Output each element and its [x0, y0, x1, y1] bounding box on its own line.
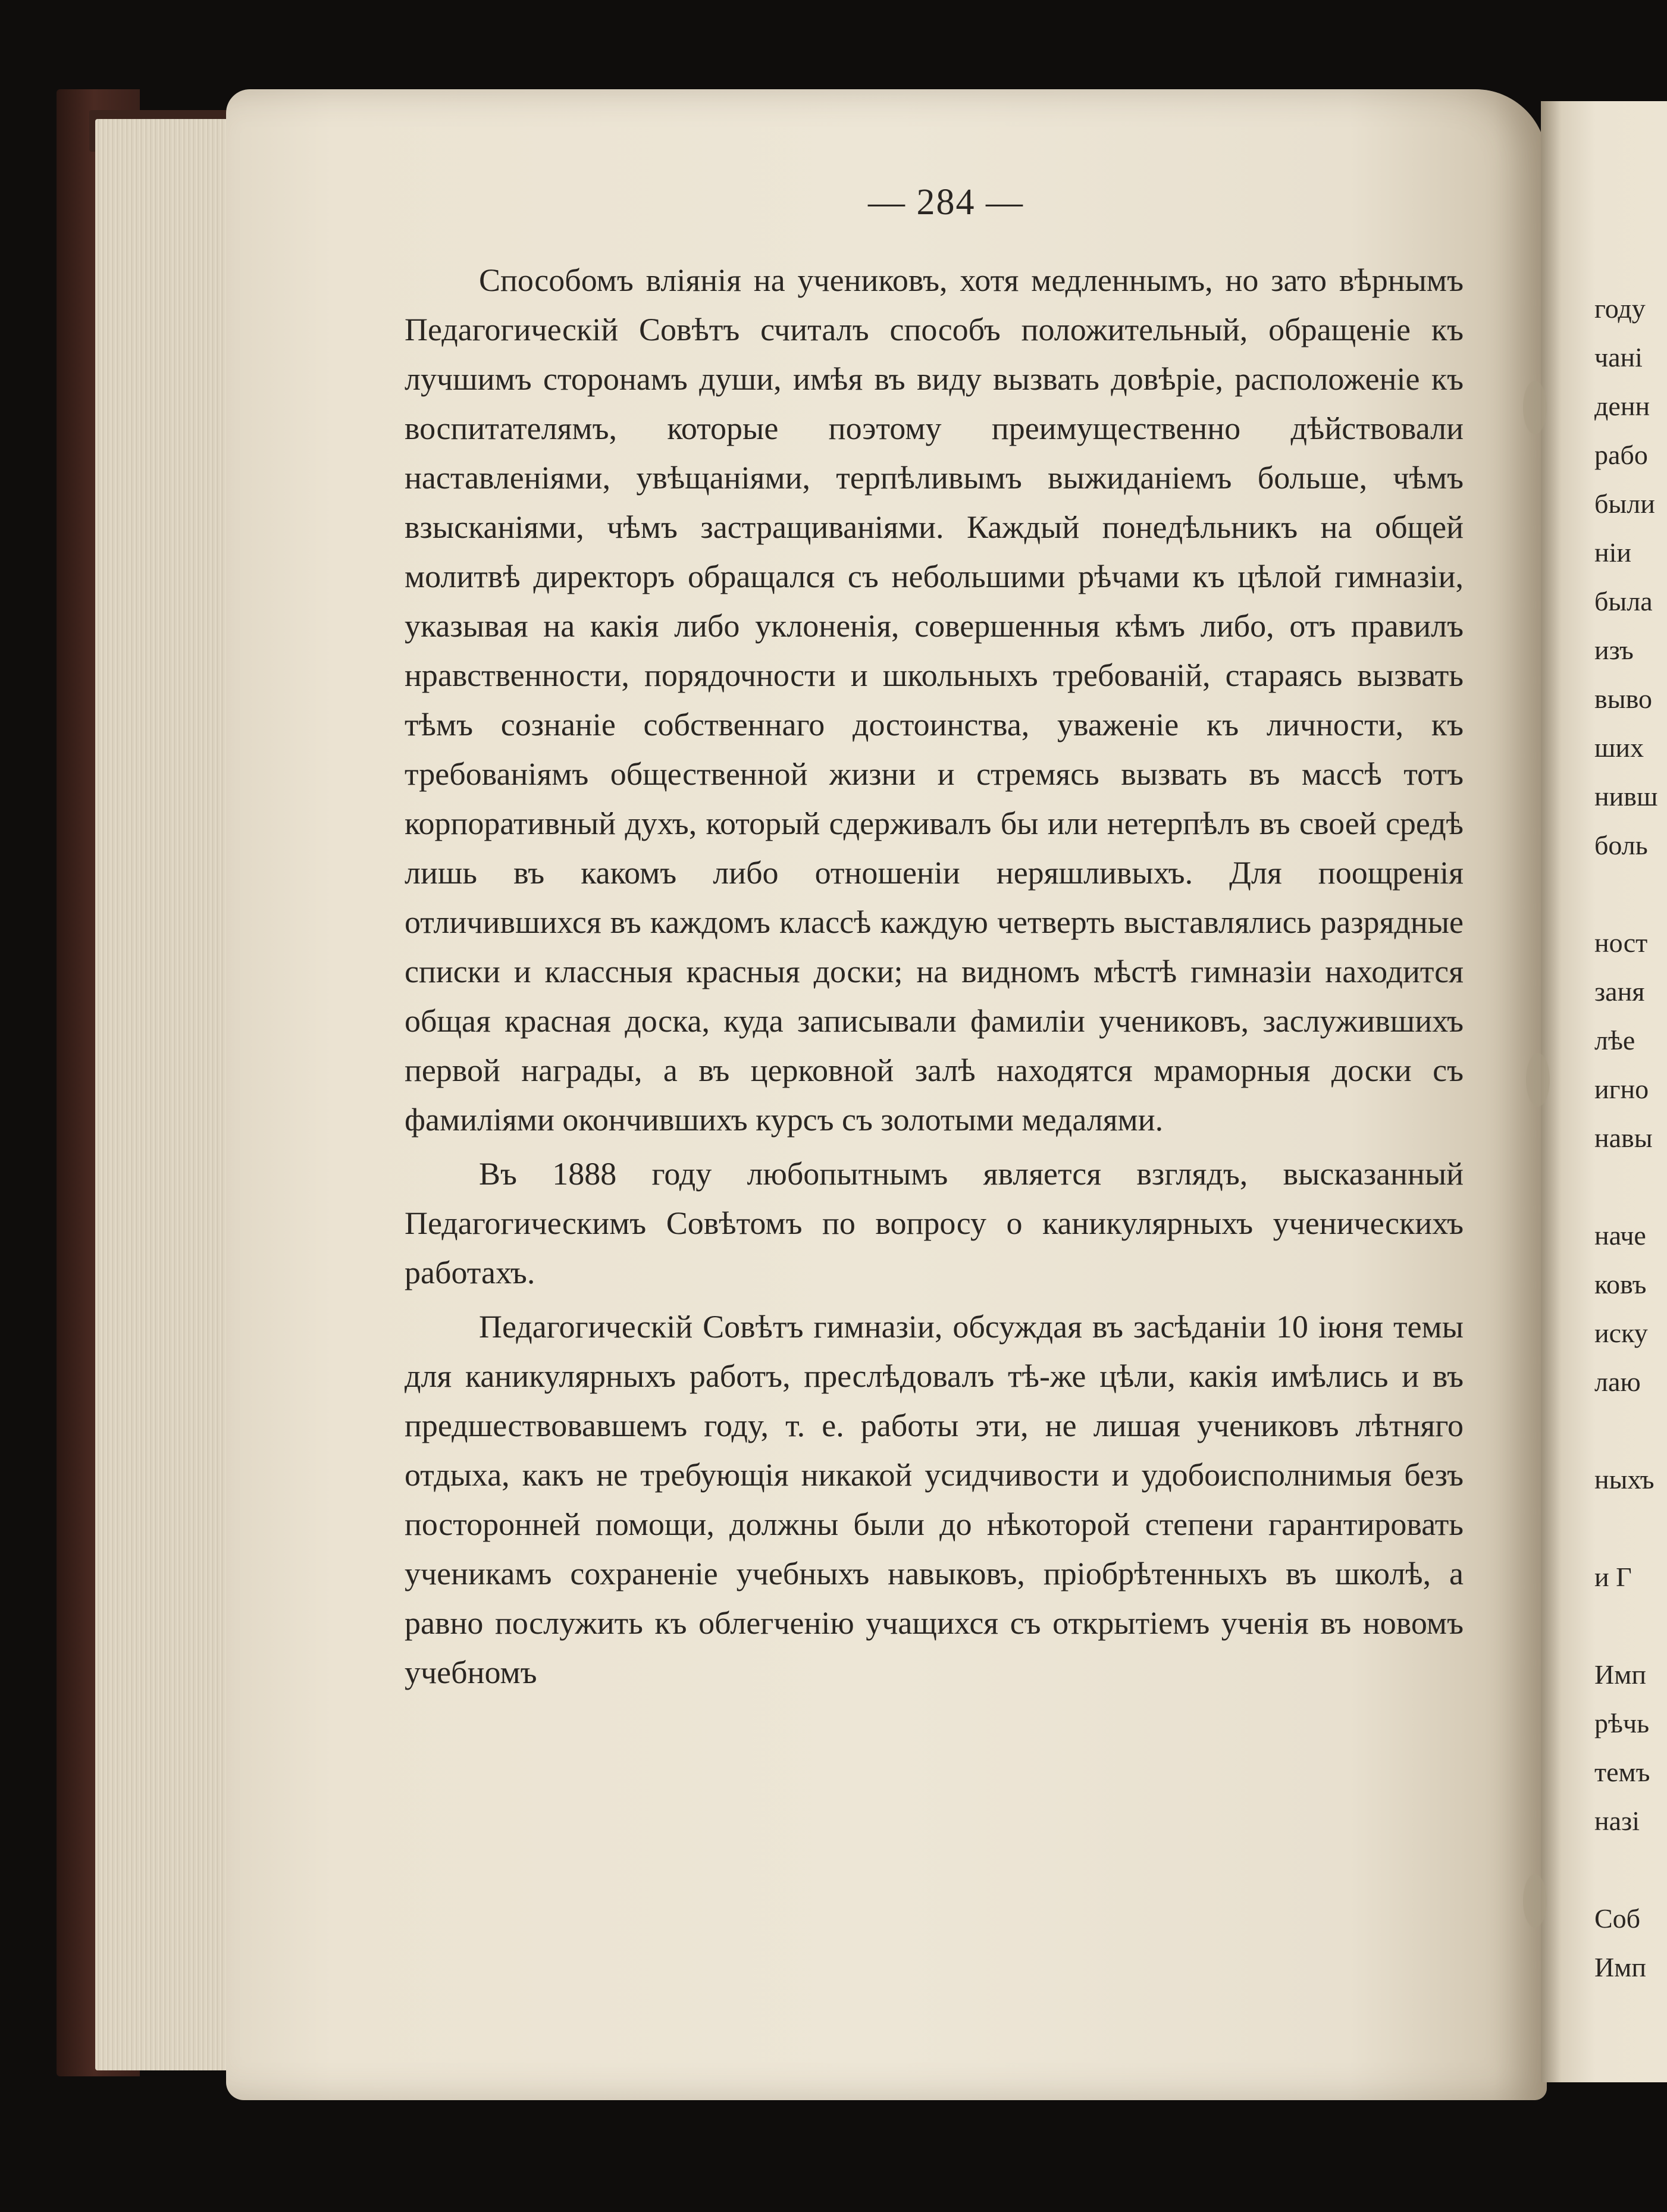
- right-page-line: боль: [1594, 830, 1648, 860]
- right-page-line: лаю: [1594, 1367, 1641, 1397]
- right-page-line: ныхъ: [1594, 1464, 1655, 1494]
- right-page-line: [1594, 870, 1667, 919]
- right-page-line: рабо: [1594, 440, 1648, 470]
- paragraph: Способомъ вліянія на учениковъ, хотя медленнымъ, но зато вѣрнымъ Педагогическій Совѣтъ считалъ способъ положительный, обращеніе къ лучшимъ сторонамъ души, имѣя въ виду вызвать довѣріе, расположеніе къ воспитателямъ, которые поэтому преимущественно дѣйствовали наставленіями, увѣщаніями, терпѣливымъ выжиданіемъ больше, чѣмъ взысканіями, чѣмъ застращиваніями. Каждый понедѣльникъ на общей молитвѣ директоръ обращался съ небольшими рѣчами къ цѣлой гимназіи, указывая на какія либо уклоненія, совершенныя кѣмъ либо, отъ правилъ нравственности, порядочности и школьныхъ требованій, стараясь вызвать тѣмъ сознаніе собственнаго достоинства, уваженіе къ личности, къ требованіямъ общественной жизни и стремясь вызвать въ массѣ тотъ корпоративный духъ, который сдерживалъ бы или нетерпѣлъ въ своей средѣ лишь въ какомъ либо отношеніи неряшливыхъ. Для поощренія отличившихся въ каждомъ классѣ каждую четверть выставлялись разрядные списки и классныя красныя доски; на видномъ мѣстѣ гимназіи находится общая красная доска, куда записывали фамиліи учениковъ, заслужившихъ первой награды, а въ церковной залѣ находятся мраморныя доски съ фамиліями окончившихъ курсъ съ золотыми медалями.: [405, 262, 1464, 1138]
- paragraph: Педагогическій Совѣтъ гимназіи, обсуждая въ засѣданіи 10 іюня темы для каникулярныхъ работъ, преслѣдовалъ тѣ-же цѣли, какія имѣлись и въ предшествовавшемъ году, т. е. работы эти, не лишая учениковъ лѣтняго отдыха, какъ не требующія никакой усидчивости и удобоисполнимыя безъ посторонней помощи, должны были до нѣкоторой степени гарантировать ученикамъ сохраненіе учебныхъ навыковъ, пріобрѣтенныхъ въ школѣ, а равно послужить къ облегченію учащихся съ открытіемъ ученія въ новомъ учебномъ: [405, 1309, 1464, 1690]
- page-stack-edges: [95, 119, 244, 2070]
- right-page-line: чані: [1594, 342, 1643, 372]
- right-page-line: были: [1594, 488, 1655, 519]
- right-page-line: году: [1594, 293, 1646, 324]
- right-page-line: ніи: [1594, 537, 1632, 568]
- right-page-line: [1594, 1406, 1667, 1455]
- right-page-line: Имп: [1594, 1952, 1646, 1982]
- right-page-line: ност: [1594, 928, 1648, 958]
- right-page-line: иску: [1594, 1318, 1648, 1348]
- right-page-line: назі: [1594, 1806, 1640, 1836]
- right-page-line: выво: [1594, 684, 1653, 714]
- right-page-line: заня: [1594, 976, 1645, 1007]
- right-page-line: изъ: [1594, 635, 1634, 665]
- right-page-line: была: [1594, 586, 1653, 616]
- right-page-line: навы: [1594, 1123, 1653, 1153]
- right-page-line: денн: [1594, 391, 1650, 421]
- right-page-line: лѣе: [1594, 1025, 1635, 1055]
- right-page-line: [1594, 1163, 1667, 1211]
- right-page-line: и Г: [1594, 1562, 1632, 1592]
- page-text: [405, 256, 1464, 1697]
- paragraph: Въ 1888 году любопытнымъ является взглядъ, высказанный Педагогическимъ Совѣтомъ по вопросу о каникулярныхъ ученическихъ работахъ.: [405, 1156, 1464, 1290]
- page-tear: [1526, 1053, 1550, 1107]
- right-page-line: Соб: [1594, 1903, 1641, 1934]
- right-page-line: темъ: [1594, 1757, 1650, 1787]
- right-page-line: игно: [1594, 1074, 1649, 1104]
- page-tear: [1523, 381, 1547, 434]
- right-page-line: рѣчь: [1594, 1708, 1650, 1738]
- right-page-text-fragments: [1594, 284, 1667, 1992]
- right-page-line: нивш: [1594, 781, 1658, 812]
- page-number: — 284 —: [868, 182, 1024, 223]
- right-page-line: [1594, 1602, 1667, 1650]
- right-page-line: наче: [1594, 1220, 1646, 1251]
- right-page-line: ковъ: [1594, 1269, 1647, 1299]
- right-page-line: [1594, 1504, 1667, 1553]
- page-tear: [1523, 1874, 1547, 1928]
- right-page-line: [1594, 1846, 1667, 1894]
- right-page-line: ших: [1594, 732, 1644, 763]
- right-page-line: Имп: [1594, 1659, 1646, 1690]
